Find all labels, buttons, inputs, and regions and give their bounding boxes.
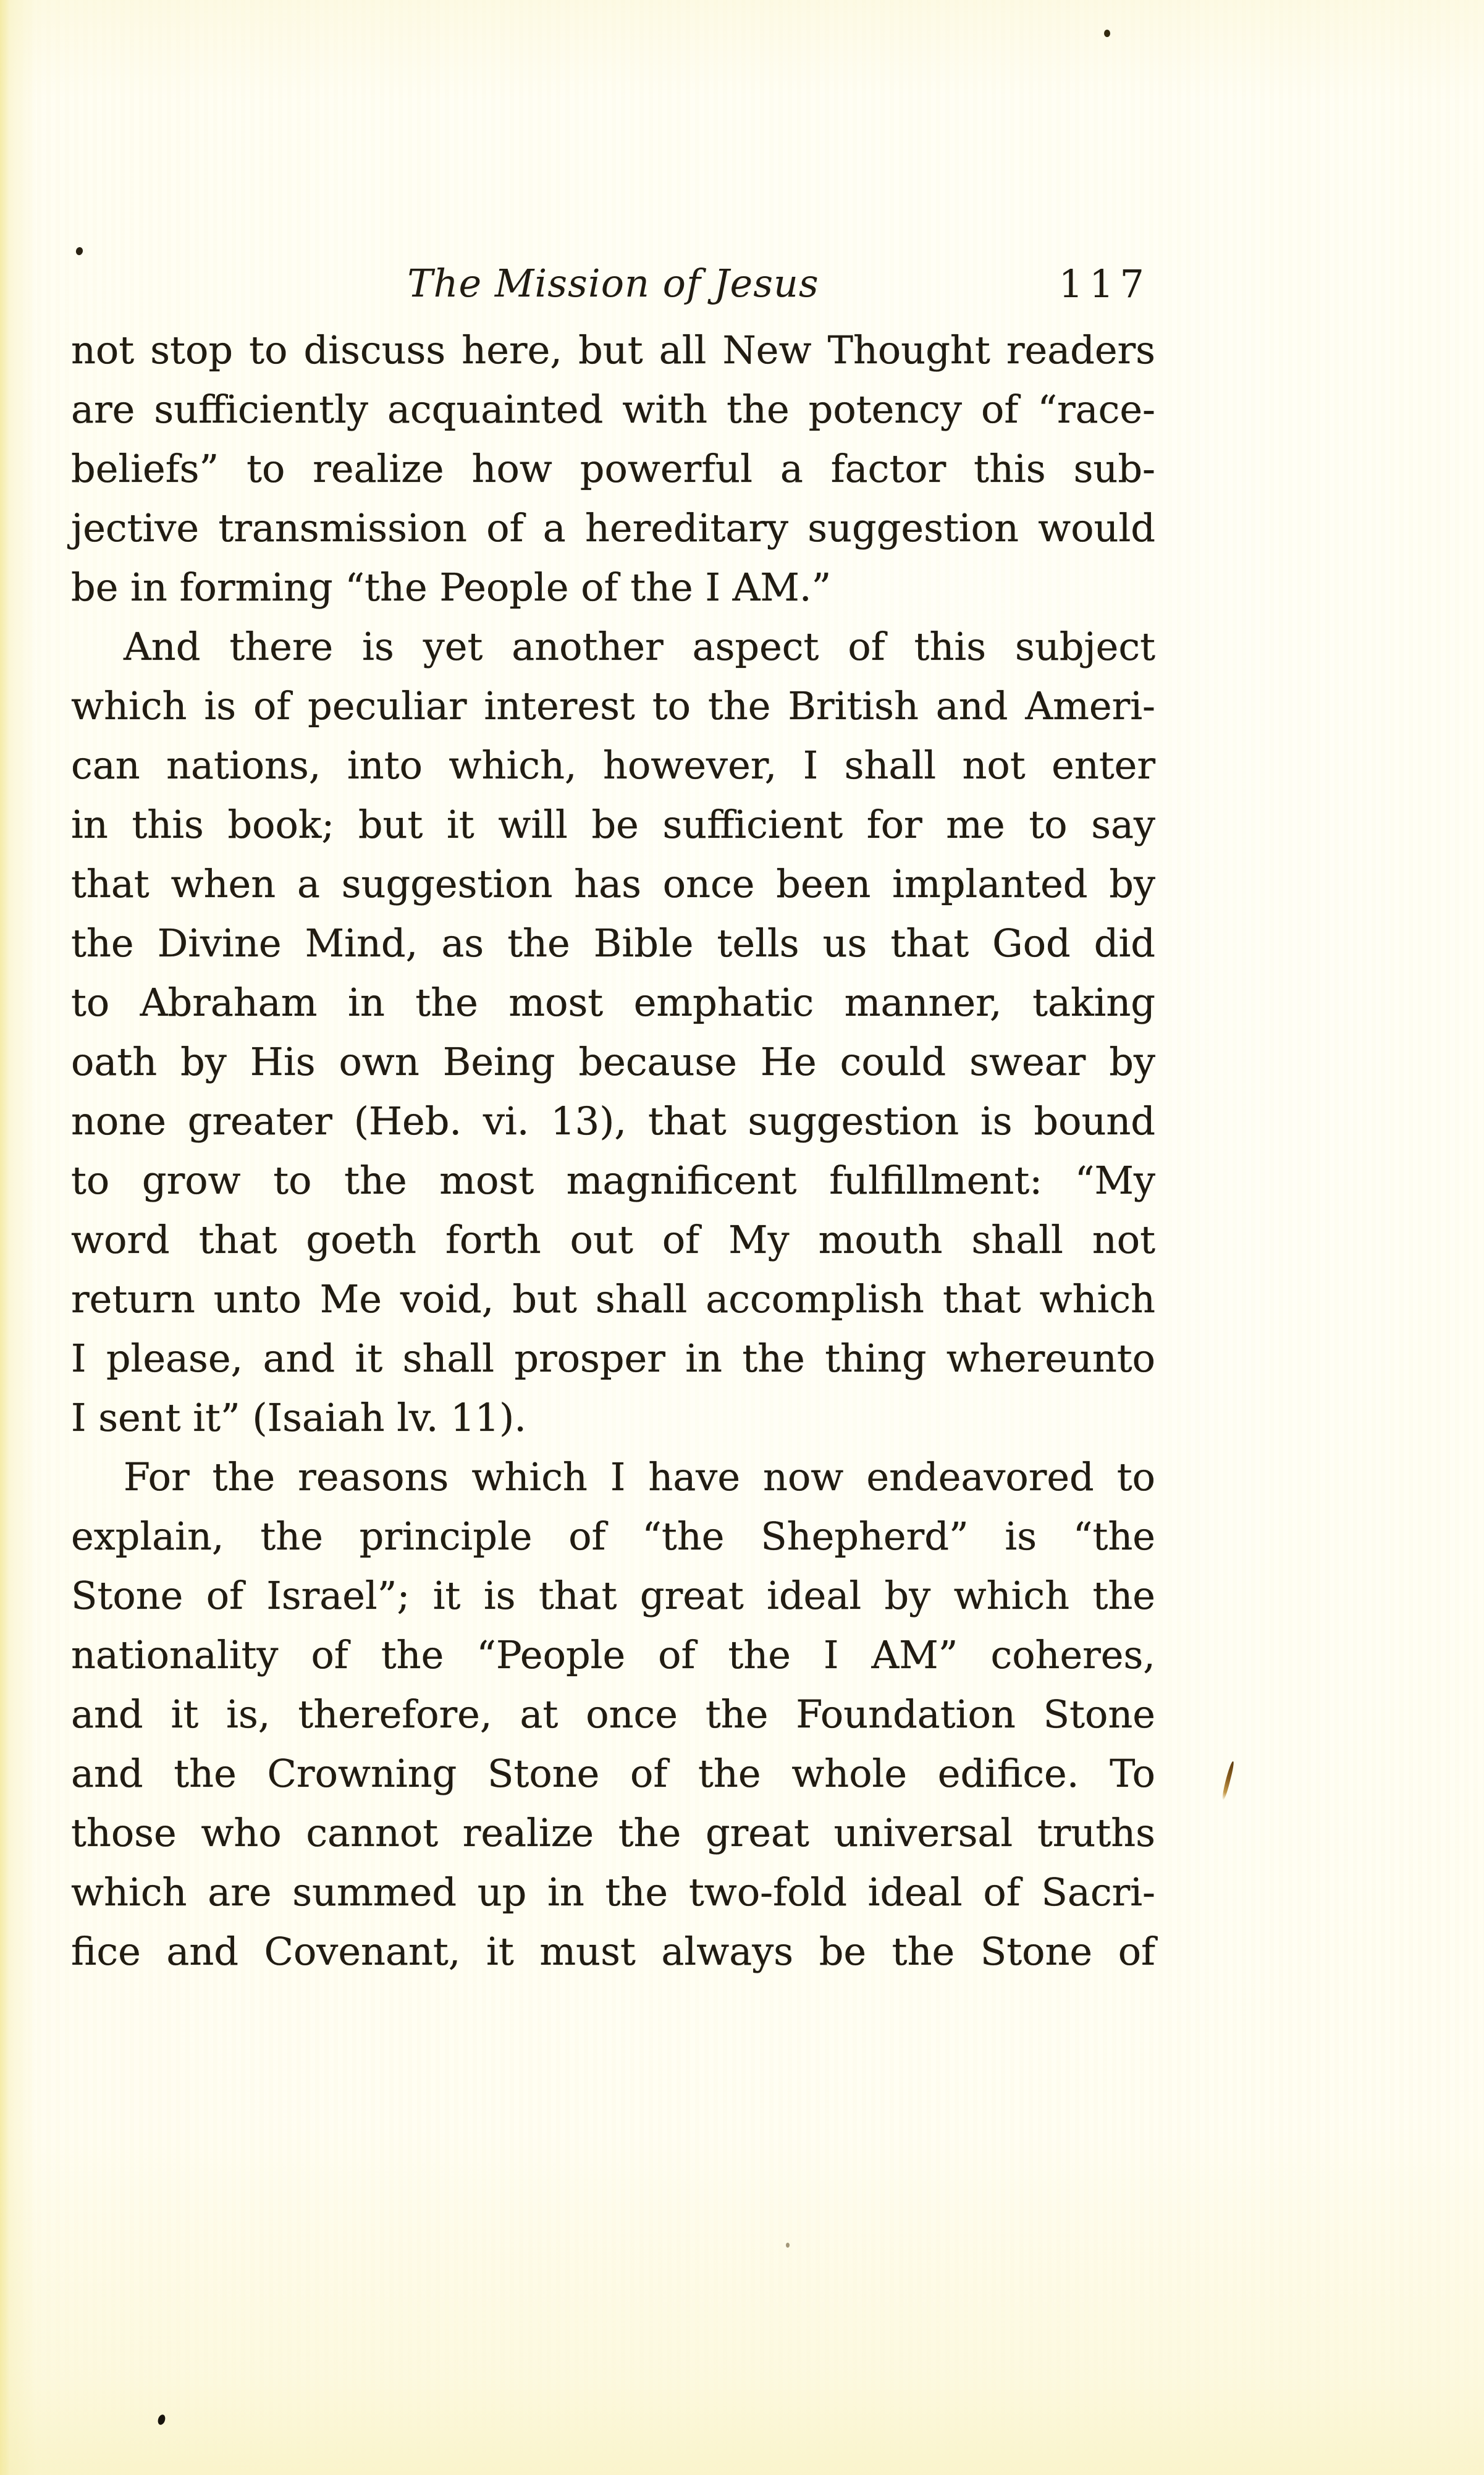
text-line: I sent it” (Isaiah lv. 11). [71, 1395, 527, 1440]
stray-hair-mark [1221, 1761, 1234, 1800]
text-line: and the Crowning Stone of the whole edifice. To [71, 1751, 1155, 1796]
text-line: none greater (Heb. vi. 13), that suggestion is bound [71, 1098, 1155, 1144]
text-line: which are summed up in the two-fold ideal of Sacri- [71, 1870, 1155, 1915]
text-line: jective transmission of a hereditary suggestion would [71, 505, 1155, 550]
text-line: explain, the principle of “the Shepherd” is “the [71, 1514, 1155, 1559]
text-line: nationality of the “People of the I AM” coheres, [71, 1632, 1155, 1677]
text-line: For the reasons which I have now endeavored to [124, 1454, 1155, 1499]
text-block [71, 321, 1155, 1981]
text-line: Stone of Israel”; it is that great ideal by which the [71, 1573, 1155, 1618]
text-line: word that goeth forth out of My mouth shall not [71, 1217, 1155, 1262]
text-line: the Divine Mind, as the Bible tells us that God did [71, 921, 1155, 966]
text-line: and it is, therefore, at once the Foundation Stone [71, 1692, 1155, 1737]
running-header [71, 263, 1155, 306]
text-line: can nations, into which, however, I shall not enter [71, 743, 1155, 788]
text-line: to grow to the most magnificent fulfillment: “My [71, 1158, 1155, 1203]
paper-speck [1104, 30, 1110, 37]
text-line: to Abraham in the most emphatic manner, taking [71, 980, 1155, 1025]
paper-speck [786, 2243, 790, 2248]
running-title: The Mission of Jesus [407, 261, 819, 306]
text-line: beliefs” to realize how powerful a factor this sub- [71, 446, 1155, 491]
text-line: I please, and it shall prosper in the thing whereunto [71, 1336, 1155, 1381]
text-line: those who cannot realize the great universal truths [71, 1810, 1155, 1855]
text-line: that when a suggestion has once been implanted by [71, 861, 1155, 906]
text-line: oath by His own Being because He could swear by [71, 1039, 1155, 1084]
text-line: not stop to discuss here, but all New Thought readers [71, 327, 1155, 373]
text-line: fice and Covenant, it must always be the Stone of [71, 1929, 1155, 1974]
text-line: which is of peculiar interest to the British and Ameri- [71, 683, 1155, 728]
text-line: be in forming “the People of the I AM.” [71, 565, 832, 610]
text-line: And there is yet another aspect of this subject [124, 624, 1155, 669]
text-line: in this book; but it will be sufficient for me to say [71, 802, 1155, 847]
text-line: are sufficiently acquainted with the potency of “race- [71, 387, 1155, 432]
text-line: return unto Me void, but shall accomplish that which [71, 1276, 1155, 1322]
paper-speck [157, 2414, 167, 2426]
page-number: 117 [1058, 261, 1150, 306]
paper-speck [75, 247, 84, 256]
